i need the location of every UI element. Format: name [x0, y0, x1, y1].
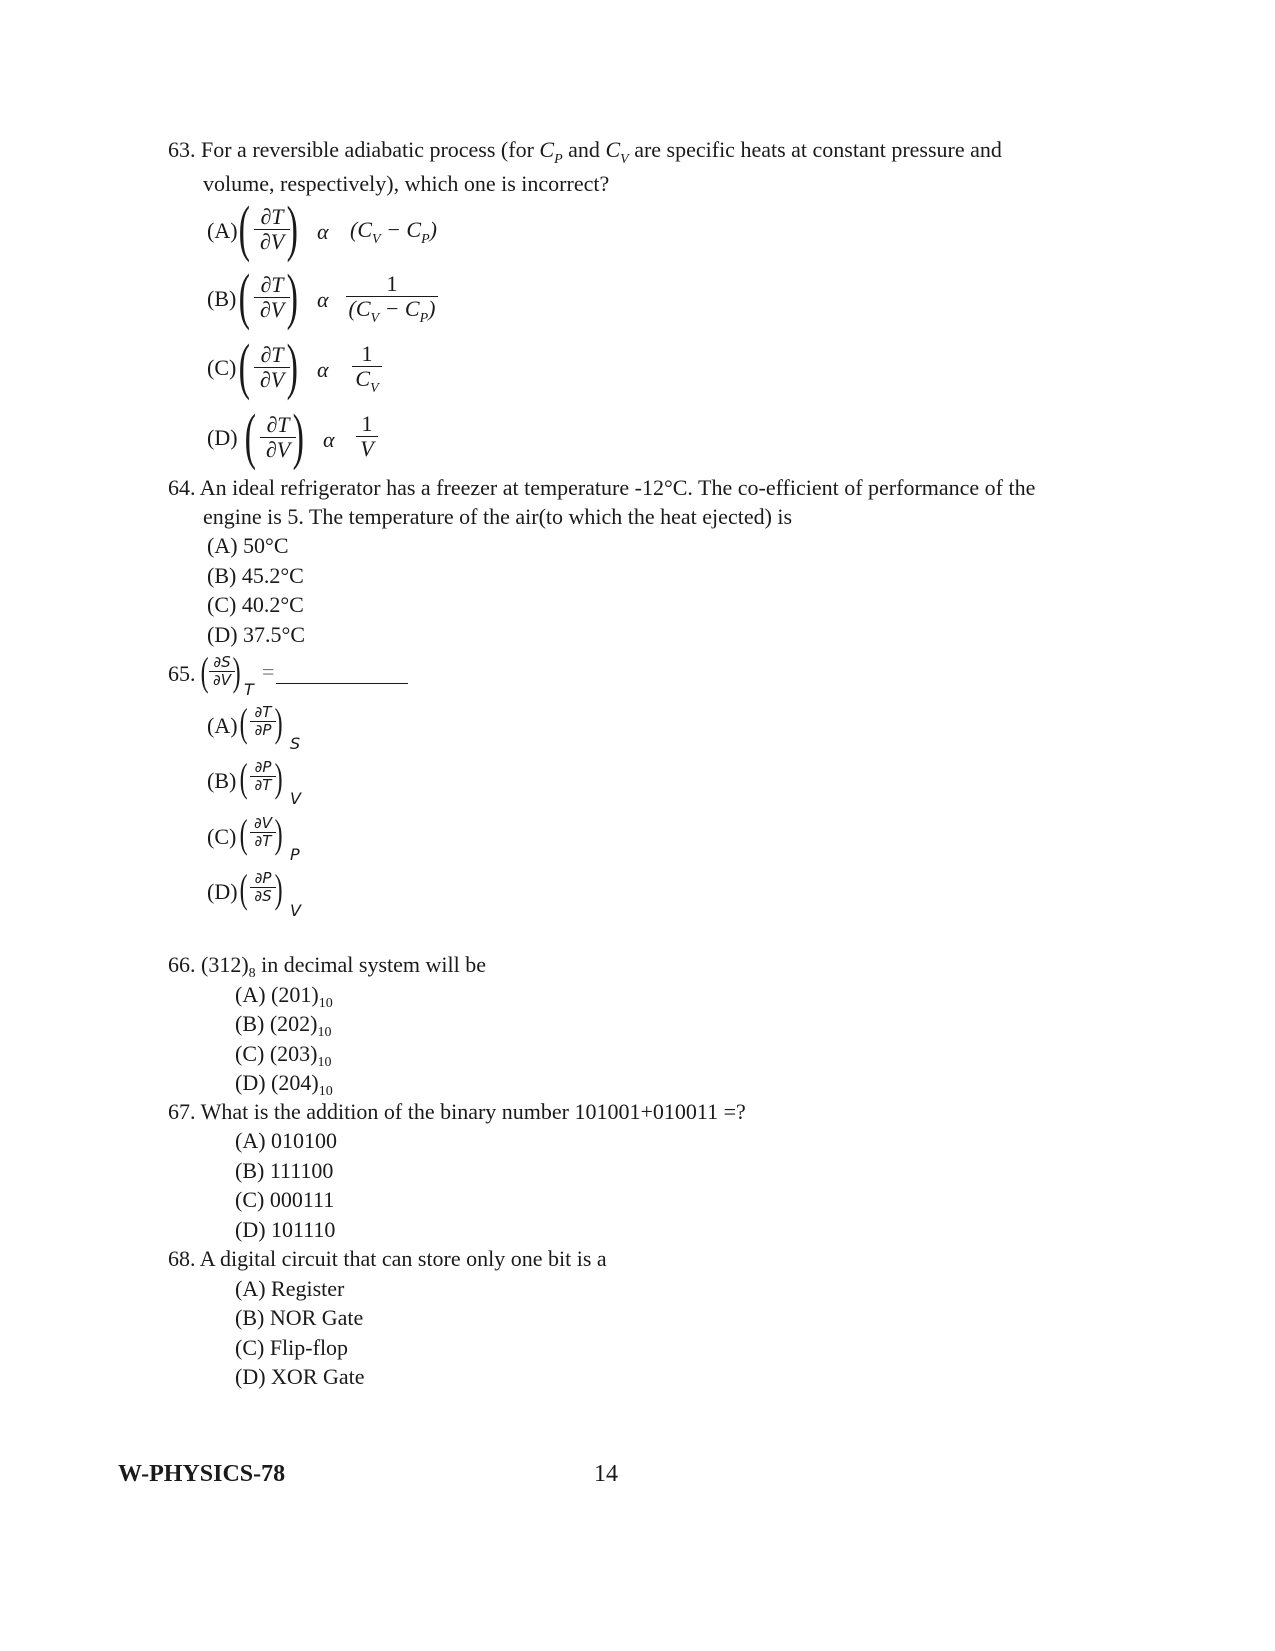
q63-d-rhs-fraction: 1 V: [356, 412, 378, 461]
q67-option-b: (B) 111100: [235, 1158, 334, 1183]
q63-stem-part-b: are specific heats at constant pressure and: [634, 137, 1002, 162]
q63-c-partial-fraction: ∂T ∂V: [254, 343, 290, 392]
q63-stem-part-a: For a reversible adiabatic process (for: [201, 137, 534, 162]
q67-option-d: (D) 101110: [235, 1217, 336, 1242]
q64-stem-line1: 64. An ideal refrigerator has a freezer at temperature -12°C. The co-efficient of performance of the: [168, 475, 1036, 500]
q63-a-partial-fraction: ∂T ∂V: [254, 205, 290, 254]
q63-c-rhs-fraction: 1 $C_V$: [352, 342, 382, 401]
q63-a-rhs: $(C_V - C_P)$: [350, 217, 437, 247]
q63-cv-symbol: $C_V$: [605, 137, 629, 167]
q65-number: 65.: [168, 661, 196, 686]
q66-option-b: (B) $(202)_{10}$: [235, 1011, 332, 1040]
q67-stem: 67. What is the addition of the binary number 101001+010011 =?: [168, 1099, 746, 1124]
q64-option-c: (C) 40.2°C: [207, 592, 304, 617]
q63-b-alpha: α: [317, 287, 329, 312]
footer-page-number: 14: [594, 1461, 618, 1487]
q63-b-partial-fraction: ∂T ∂V: [254, 273, 290, 322]
footer-paper-code: W-PHYSICS-78: [118, 1461, 286, 1487]
q65-answer-blank: [276, 683, 408, 684]
q65-equals: =: [262, 659, 275, 684]
q63-b-rhs-fraction: 1 $(C_V - C_P)$: [346, 272, 438, 331]
q66-option-c: (C) $(203)_{10}$: [235, 1041, 332, 1070]
q68-option-c: (C) Flip-flop: [235, 1335, 349, 1360]
q63-a-alpha: α: [317, 219, 329, 244]
q66-stem: 66. $(312)_8$ in decimal system will be: [168, 952, 487, 981]
q63-option-a-label: (A): [207, 218, 238, 243]
q68-stem: 68. A digital circuit that can store only one bit is a: [168, 1246, 607, 1271]
q63-stem-line1: [168, 136, 1002, 174]
q65-lhs-subscript: T: [244, 680, 254, 699]
q63-number: 63.: [168, 137, 196, 162]
q68-option-b: (B) NOR Gate: [235, 1305, 364, 1330]
q66-option-d: (D) $(204)_{10}$: [235, 1070, 333, 1099]
q67-option-c: (C) 000111: [235, 1187, 335, 1212]
q63-d-partial-fraction: ∂T ∂V: [260, 413, 296, 462]
q68-option-d: (D) XOR Gate: [235, 1364, 365, 1389]
q63-cp-symbol: $C_P$: [539, 137, 563, 167]
q63-and: and: [568, 137, 600, 162]
q63-d-alpha: α: [323, 427, 335, 452]
q67-option-a: (A) 010100: [235, 1128, 338, 1153]
q64-option-d: (D) 37.5°C: [207, 622, 306, 647]
q63-option-b-label: (B): [207, 286, 237, 311]
q65-lhs-fraction: ∂S ∂V: [209, 654, 235, 689]
q64-option-b: (B) 45.2°C: [207, 563, 304, 588]
q63-option-d-label: (D): [207, 425, 238, 450]
q63-option-c-label: (C): [207, 355, 237, 380]
q68-option-a: (A) Register: [235, 1276, 345, 1301]
q64-option-a: (A) 50°C: [207, 533, 289, 558]
q64-stem-line2: engine is 5. The temperature of the air(to which the heat ejected) is: [203, 504, 793, 529]
q63-stem-line2: volume, respectively), which one is incorrect?: [203, 171, 610, 196]
q66-option-a: (A) $(201)_{10}$: [235, 982, 333, 1011]
q63-c-alpha: α: [317, 357, 329, 382]
